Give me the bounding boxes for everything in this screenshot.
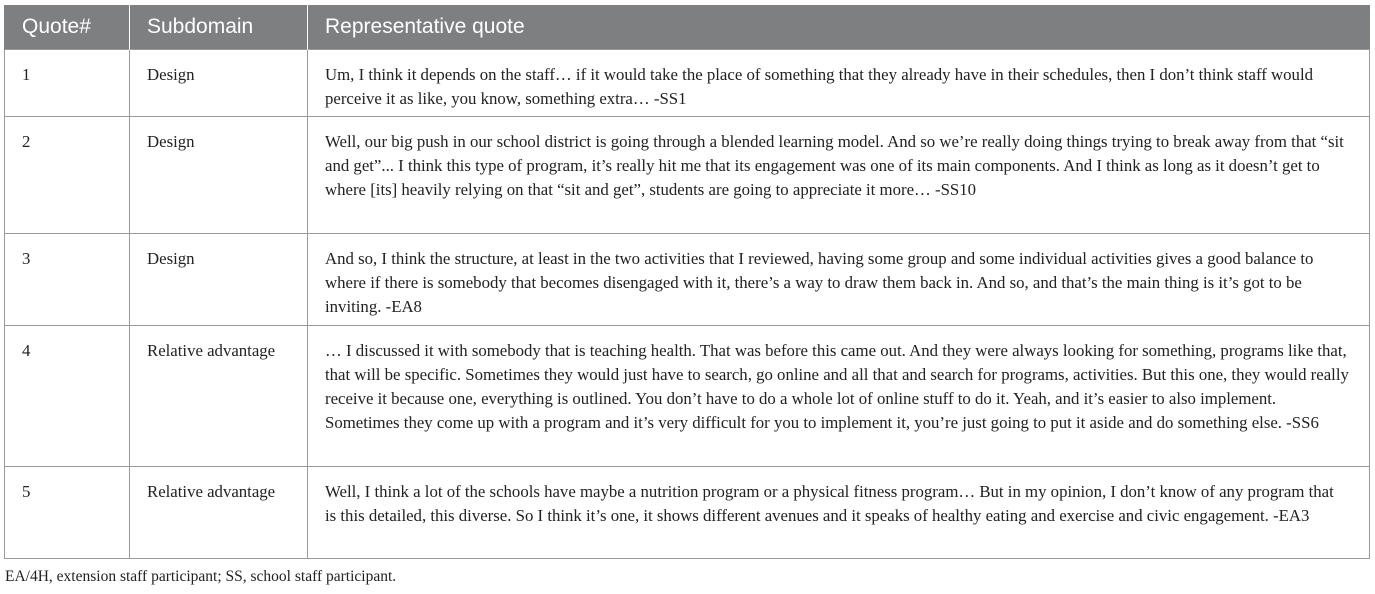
header-row [5,5,1370,50]
cell-quote-text: And so, I think the structure, at least in the two activities that I reviewed, having some group and some individual activities gives a good balance to where if there is somebody that becomes disengaged with it, there’s a way to draw them back in. And so, and that’s the main thing is it’s got to be inviting. -EA8 [308,234,1370,326]
cell-quote-text: Um, I think it depends on the staff… if it would take the place of something that they already have in their schedules, then I don’t think staff would perceive it as like, you know, something extra… -SS1 [308,50,1370,117]
table-row [5,467,1370,559]
table-row [5,326,1370,467]
cell-subdomain: Relative advantage [130,326,308,467]
quotes-table [4,5,1370,559]
cell-quote-text: Well, our big push in our school district is going through a blended learning model. And so we’re really doing things trying to break away from that “sit and get”... I think this type of program, it’s really hit me that its engagement was one of its main components. And I think as long as it doesn’t get to where [its] heavily relying on that “sit and get”, students are going to appreciate it more… -SS10 [308,117,1370,234]
cell-subdomain: Design [130,50,308,117]
cell-quote-number: 5 [5,467,130,559]
cell-subdomain: Relative advantage [130,467,308,559]
table-footnote: EA/4H, extension staff participant; SS, school staff participant. [5,568,397,585]
cell-subdomain: Design [130,234,308,326]
header-quote-number: Quote# [5,5,130,50]
cell-quote-number: 3 [5,234,130,326]
table-row [5,117,1370,234]
table-row [5,234,1370,326]
quotes-table-container [4,5,1369,559]
cell-subdomain: Design [130,117,308,234]
cell-quote-number: 2 [5,117,130,234]
table-header [5,5,1370,50]
table-row [5,50,1370,117]
cell-quote-text: … I discussed it with somebody that is teaching health. That was before this came out. And they were always looking for something, programs like that, that will be specific. Sometimes they would just have to search, go online and all that and search for programs, activities. But this one, they would really receive it because one, everything is outlined. You don’t have to do a whole lot of online stuff to do it. Yeah, and it’s easier to also implement. Sometimes they come up with a program and it’s very difficult for you to implement it, you’re just going to put it aside and do something else. -SS6 [308,326,1370,467]
cell-quote-text: Well, I think a lot of the schools have maybe a nutrition program or a physical fitness program… But in my opinion, I don’t know of any program that is this detailed, this diverse. So I think it’s one, it shows different avenues and it speaks of healthy eating and exercise and civic engagement. -EA3 [308,467,1370,559]
cell-quote-number: 4 [5,326,130,467]
table-body [5,50,1370,559]
cell-quote-number: 1 [5,50,130,117]
header-representative-quote: Representative quote [308,5,1370,50]
header-subdomain: Subdomain [130,5,308,50]
